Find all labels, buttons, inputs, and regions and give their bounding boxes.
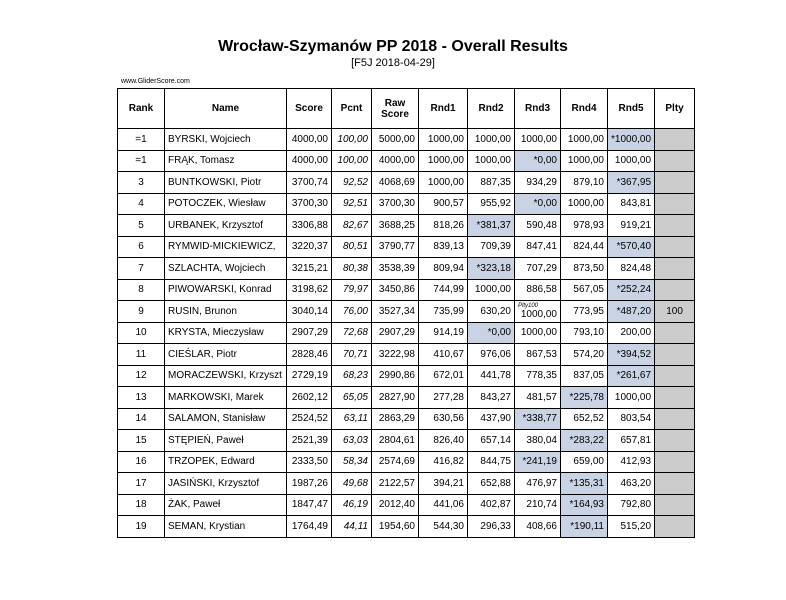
cell-rnd5: 412,93 — [608, 451, 655, 473]
cell-name: PIWOWARSKI, Konrad — [165, 279, 287, 301]
cell-rnd1: 441,06 — [419, 494, 468, 516]
cell-plty — [655, 215, 695, 237]
cell-rank: 4 — [118, 193, 165, 215]
cell-rnd2: 843,27 — [468, 387, 515, 409]
cell-rnd2: 955,92 — [468, 193, 515, 215]
cell-plty — [655, 236, 695, 258]
cell-rnd1: 744,99 — [419, 279, 468, 301]
cell-pcnt: 80,38 — [332, 258, 372, 280]
cell-rnd3: *0,00 — [515, 150, 561, 172]
cell-rnd1: 277,28 — [419, 387, 468, 409]
col-header-rnd3: Rnd3 — [515, 89, 561, 129]
cell-pcnt: 63,11 — [332, 408, 372, 430]
cell-rnd4: 1000,00 — [561, 150, 608, 172]
cell-score: 2729,19 — [287, 365, 332, 387]
cell-rnd2: *323,18 — [468, 258, 515, 280]
cell-rnd5: *1000,00 — [608, 129, 655, 151]
source-link[interactable]: www.GliderScore.com — [121, 78, 190, 85]
table-row — [118, 215, 695, 237]
cell-rnd3: *338,77 — [515, 408, 561, 430]
cell-rnd1: 544,30 — [419, 516, 468, 538]
cell-rnd2: 1000,00 — [468, 279, 515, 301]
cell-rnd2: *381,37 — [468, 215, 515, 237]
results-body — [118, 129, 695, 538]
col-header-score: Score — [287, 89, 332, 129]
cell-rank: =1 — [118, 129, 165, 151]
cell-score: 2602,12 — [287, 387, 332, 409]
cell-rank: 16 — [118, 451, 165, 473]
cell-name: MORACZEWSKI, Krzyszt — [165, 365, 287, 387]
cell-pcnt: 68,23 — [332, 365, 372, 387]
cell-pcnt: 92,52 — [332, 172, 372, 194]
cell-rnd5: 1000,00 — [608, 150, 655, 172]
cell-raw-score: 3527,34 — [372, 301, 419, 323]
cell-rnd1: 1000,00 — [419, 172, 468, 194]
cell-rank: 14 — [118, 408, 165, 430]
header-row — [118, 89, 695, 129]
cell-plty — [655, 172, 695, 194]
cell-rnd3: *241,19 — [515, 451, 561, 473]
table-row — [118, 344, 695, 366]
cell-rnd5: 515,20 — [608, 516, 655, 538]
cell-pcnt: 46,19 — [332, 494, 372, 516]
cell-rnd3: 380,04 — [515, 430, 561, 452]
cell-rank: 3 — [118, 172, 165, 194]
cell-pcnt: 80,51 — [332, 236, 372, 258]
cell-plty — [655, 365, 695, 387]
table-row — [118, 129, 695, 151]
cell-rank: 5 — [118, 215, 165, 237]
cell-rnd2: 296,33 — [468, 516, 515, 538]
cell-raw-score: 4068,69 — [372, 172, 419, 194]
cell-rnd2: 1000,00 — [468, 150, 515, 172]
cell-rnd2: 887,35 — [468, 172, 515, 194]
table-row — [118, 451, 695, 473]
cell-plty — [655, 473, 695, 495]
cell-rnd4: 659,00 — [561, 451, 608, 473]
cell-rnd2: 976,06 — [468, 344, 515, 366]
cell-score: 4000,00 — [287, 129, 332, 151]
cell-rnd3: 1000,00 — [515, 129, 561, 151]
cell-rnd5: *252,24 — [608, 279, 655, 301]
table-row — [118, 301, 695, 323]
cell-pcnt: 100,00 — [332, 129, 372, 151]
cell-raw-score: 3700,30 — [372, 193, 419, 215]
cell-plty — [655, 451, 695, 473]
cell-name: POTOCZEK, Wiesław — [165, 193, 287, 215]
page-title: Wrocław-Szymanów PP 2018 - Overall Results — [218, 38, 568, 55]
cell-rnd5: 919,21 — [608, 215, 655, 237]
cell-rnd5: *394,52 — [608, 344, 655, 366]
col-header-rnd2: Rnd2 — [468, 89, 515, 129]
cell-name: JASIŃSKI, Krzysztof — [165, 473, 287, 495]
penalty-note: Plty100 — [518, 302, 539, 309]
cell-raw-score: 3222,98 — [372, 344, 419, 366]
table-row — [118, 494, 695, 516]
cell-raw-score: 3790,77 — [372, 236, 419, 258]
cell-rnd5: *487,20 — [608, 301, 655, 323]
cell-raw-score: 4000,00 — [372, 150, 419, 172]
cell-name: MARKOWSKI, Marek — [165, 387, 287, 409]
table-row — [118, 150, 695, 172]
cell-rnd4: 837,05 — [561, 365, 608, 387]
event-subtitle: [F5J 2018-04-29] — [351, 57, 435, 69]
cell-rnd3 — [515, 301, 561, 323]
cell-rnd4: *225,78 — [561, 387, 608, 409]
col-header-plty: Plty — [655, 89, 695, 129]
cell-score: 2333,50 — [287, 451, 332, 473]
cell-rnd1: 1000,00 — [419, 150, 468, 172]
cell-rnd1: 900,57 — [419, 193, 468, 215]
cell-score: 3040,14 — [287, 301, 332, 323]
cell-plty — [655, 344, 695, 366]
cell-rnd4: *135,31 — [561, 473, 608, 495]
cell-rnd1: 914,19 — [419, 322, 468, 344]
cell-pcnt: 44,11 — [332, 516, 372, 538]
cell-rnd4: 574,20 — [561, 344, 608, 366]
cell-rnd1: 735,99 — [419, 301, 468, 323]
cell-raw-score: 2990,86 — [372, 365, 419, 387]
cell-score: 1987,26 — [287, 473, 332, 495]
cell-rnd4: 879,10 — [561, 172, 608, 194]
cell-name: TRZOPEK, Edward — [165, 451, 287, 473]
cell-name: STĘPIEŃ, Paweł — [165, 430, 287, 452]
cell-plty — [655, 279, 695, 301]
cell-score: 1847,47 — [287, 494, 332, 516]
cell-pcnt: 49,68 — [332, 473, 372, 495]
cell-score: 3220,37 — [287, 236, 332, 258]
cell-score: 2524,52 — [287, 408, 332, 430]
cell-name: FRĄK, Tomasz — [165, 150, 287, 172]
cell-rank: 9 — [118, 301, 165, 323]
cell-rnd1: 394,21 — [419, 473, 468, 495]
table-row — [118, 172, 695, 194]
cell-plty — [655, 258, 695, 280]
cell-rnd5: 792,80 — [608, 494, 655, 516]
cell-name: SZLACHTA, Wojciech — [165, 258, 287, 280]
cell-rnd5: 657,81 — [608, 430, 655, 452]
cell-score: 3700,74 — [287, 172, 332, 194]
cell-score: 3215,21 — [287, 258, 332, 280]
cell-rnd5: 824,48 — [608, 258, 655, 280]
cell-rnd2: 709,39 — [468, 236, 515, 258]
cell-rank: 7 — [118, 258, 165, 280]
table-row — [118, 430, 695, 452]
col-header-rnd5: Rnd5 — [608, 89, 655, 129]
col-header-raw-score: Raw Score — [372, 89, 419, 129]
results-table — [117, 88, 695, 538]
cell-rnd5: *367,95 — [608, 172, 655, 194]
cell-rnd2: 657,14 — [468, 430, 515, 452]
cell-rnd3: 934,29 — [515, 172, 561, 194]
cell-plty — [655, 494, 695, 516]
cell-rnd2: 402,87 — [468, 494, 515, 516]
cell-rnd2: 630,20 — [468, 301, 515, 323]
cell-name: RYMWID-MICKIEWICZ, — [165, 236, 287, 258]
table-row — [118, 236, 695, 258]
cell-plty — [655, 150, 695, 172]
col-header-rank: Rank — [118, 89, 165, 129]
cell-rnd4: 652,52 — [561, 408, 608, 430]
cell-rnd2: 844,75 — [468, 451, 515, 473]
cell-score: 3700,30 — [287, 193, 332, 215]
cell-rnd4: 1000,00 — [561, 193, 608, 215]
cell-raw-score: 2863,29 — [372, 408, 419, 430]
table-row — [118, 365, 695, 387]
cell-name: BUNTKOWSKI, Piotr — [165, 172, 287, 194]
table-row — [118, 387, 695, 409]
cell-plty — [655, 387, 695, 409]
col-header-rnd1: Rnd1 — [419, 89, 468, 129]
cell-name: ŻAK, Paweł — [165, 494, 287, 516]
cell-rnd1: 672,01 — [419, 365, 468, 387]
cell-name: BYRSKI, Wojciech — [165, 129, 287, 151]
cell-rnd2: 437,90 — [468, 408, 515, 430]
cell-score: 3306,88 — [287, 215, 332, 237]
table-row — [118, 516, 695, 538]
cell-plty — [655, 322, 695, 344]
cell-score: 3198,62 — [287, 279, 332, 301]
cell-rnd2: 652,88 — [468, 473, 515, 495]
cell-rnd3: 1000,00 — [515, 322, 561, 344]
cell-plty — [655, 408, 695, 430]
cell-rank: =1 — [118, 150, 165, 172]
round-value: 1000,00 — [520, 308, 557, 320]
cell-rnd3: 707,29 — [515, 258, 561, 280]
cell-score: 4000,00 — [287, 150, 332, 172]
cell-pcnt: 79,97 — [332, 279, 372, 301]
cell-name: SALAMON, Stanisław — [165, 408, 287, 430]
cell-rnd1: 839,13 — [419, 236, 468, 258]
cell-rnd5: 1000,00 — [608, 387, 655, 409]
cell-score: 2828,46 — [287, 344, 332, 366]
cell-rnd1: 826,40 — [419, 430, 468, 452]
cell-rank: 18 — [118, 494, 165, 516]
cell-plty: 100 — [655, 301, 695, 323]
cell-pcnt: 76,00 — [332, 301, 372, 323]
cell-rank: 12 — [118, 365, 165, 387]
cell-rnd3: 847,41 — [515, 236, 561, 258]
table-row — [118, 279, 695, 301]
cell-name: KRYSTA, Mieczysław — [165, 322, 287, 344]
cell-rnd5: 463,20 — [608, 473, 655, 495]
cell-pcnt: 72,68 — [332, 322, 372, 344]
table-row — [118, 408, 695, 430]
cell-plty — [655, 430, 695, 452]
cell-rnd4: 567,05 — [561, 279, 608, 301]
table-row — [118, 258, 695, 280]
table-row — [118, 322, 695, 344]
cell-rnd4: 978,93 — [561, 215, 608, 237]
cell-rank: 10 — [118, 322, 165, 344]
cell-rnd3: 476,97 — [515, 473, 561, 495]
cell-rnd5: 200,00 — [608, 322, 655, 344]
cell-raw-score: 3688,25 — [372, 215, 419, 237]
cell-rnd3: 778,35 — [515, 365, 561, 387]
cell-name: SEMAN, Krystian — [165, 516, 287, 538]
cell-rnd2: *0,00 — [468, 322, 515, 344]
cell-rnd4: 1000,00 — [561, 129, 608, 151]
cell-rnd3: 590,48 — [515, 215, 561, 237]
cell-rnd4: 793,10 — [561, 322, 608, 344]
cell-score: 2907,29 — [287, 322, 332, 344]
cell-score: 1764,49 — [287, 516, 332, 538]
cell-raw-score: 3538,39 — [372, 258, 419, 280]
cell-rank: 15 — [118, 430, 165, 452]
cell-rnd3: 408,66 — [515, 516, 561, 538]
cell-raw-score: 3450,86 — [372, 279, 419, 301]
cell-rnd1: 818,26 — [419, 215, 468, 237]
cell-rank: 17 — [118, 473, 165, 495]
cell-name: RUSIN, Brunon — [165, 301, 287, 323]
cell-rnd4: *164,93 — [561, 494, 608, 516]
cell-rnd4: 873,50 — [561, 258, 608, 280]
cell-rnd5: *261,67 — [608, 365, 655, 387]
cell-rank: 11 — [118, 344, 165, 366]
cell-raw-score: 1954,60 — [372, 516, 419, 538]
cell-score: 2521,39 — [287, 430, 332, 452]
cell-rnd4: 824,44 — [561, 236, 608, 258]
cell-rnd4: *283,22 — [561, 430, 608, 452]
cell-rnd3: 481,57 — [515, 387, 561, 409]
cell-rnd5: *570,40 — [608, 236, 655, 258]
cell-pcnt: 65,05 — [332, 387, 372, 409]
cell-rnd1: 416,82 — [419, 451, 468, 473]
cell-rank: 19 — [118, 516, 165, 538]
cell-rnd5: 843,81 — [608, 193, 655, 215]
cell-rnd3: 210,74 — [515, 494, 561, 516]
cell-pcnt: 82,67 — [332, 215, 372, 237]
cell-rnd4: 773,95 — [561, 301, 608, 323]
cell-pcnt: 70,71 — [332, 344, 372, 366]
cell-rnd2: 441,78 — [468, 365, 515, 387]
cell-pcnt: 100,00 — [332, 150, 372, 172]
cell-name: CIEŚLAR, Piotr — [165, 344, 287, 366]
cell-plty — [655, 193, 695, 215]
table-row — [118, 193, 695, 215]
cell-pcnt: 58,34 — [332, 451, 372, 473]
col-header-pcnt: Pcnt — [332, 89, 372, 129]
cell-rnd3: 867,53 — [515, 344, 561, 366]
cell-plty — [655, 129, 695, 151]
cell-raw-score: 2574,69 — [372, 451, 419, 473]
cell-rnd1: 410,67 — [419, 344, 468, 366]
cell-rnd1: 630,56 — [419, 408, 468, 430]
cell-raw-score: 2012,40 — [372, 494, 419, 516]
cell-rnd1: 1000,00 — [419, 129, 468, 151]
cell-raw-score: 2804,61 — [372, 430, 419, 452]
cell-rank: 13 — [118, 387, 165, 409]
col-header-rnd4: Rnd4 — [561, 89, 608, 129]
table-row — [118, 473, 695, 495]
cell-rnd4: *190,11 — [561, 516, 608, 538]
cell-rank: 6 — [118, 236, 165, 258]
cell-name: URBANEK, Krzysztof — [165, 215, 287, 237]
cell-raw-score: 2907,29 — [372, 322, 419, 344]
cell-plty — [655, 516, 695, 538]
cell-rnd3: *0,00 — [515, 193, 561, 215]
cell-rnd2: 1000,00 — [468, 129, 515, 151]
cell-rnd5: 803,54 — [608, 408, 655, 430]
cell-rnd1: 809,94 — [419, 258, 468, 280]
col-header-name: Name — [165, 89, 287, 129]
cell-pcnt: 92,51 — [332, 193, 372, 215]
cell-raw-score: 2122,57 — [372, 473, 419, 495]
cell-raw-score: 2827,90 — [372, 387, 419, 409]
cell-rnd3: 886,58 — [515, 279, 561, 301]
cell-rank: 8 — [118, 279, 165, 301]
cell-pcnt: 63,03 — [332, 430, 372, 452]
cell-raw-score: 5000,00 — [372, 129, 419, 151]
